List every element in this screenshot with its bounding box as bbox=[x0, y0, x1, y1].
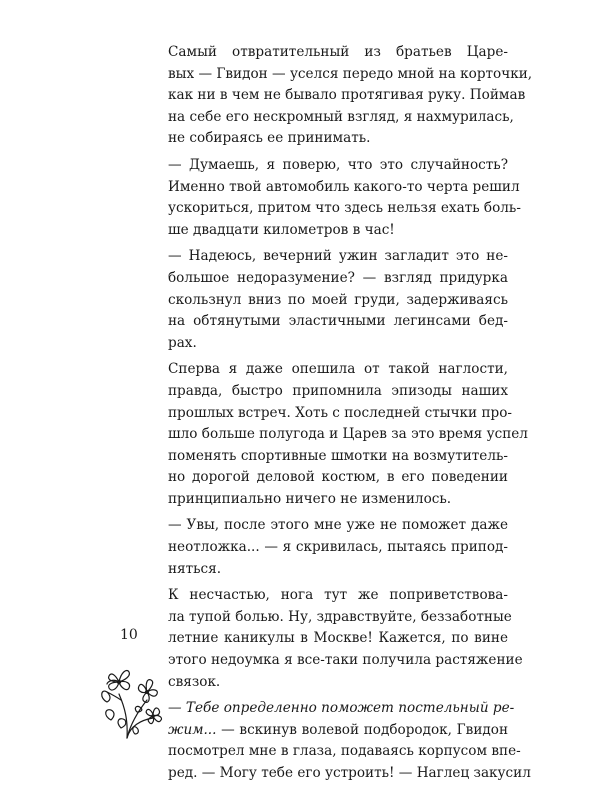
text-line: летние каникулы в Москве! Кажется, по вине bbox=[168, 630, 508, 647]
italic-speech: — Тебе определенно поможет постельный ре- bbox=[168, 700, 515, 717]
text-line: этого недоумка я все-таки получила растяжение bbox=[168, 652, 523, 669]
text-line bbox=[150, 698, 515, 720]
page-text bbox=[150, 42, 533, 790]
paragraph bbox=[150, 515, 508, 580]
text-line: поменять спортивные шмотки на возмутитель- bbox=[168, 447, 508, 464]
text-line: принципиально ничего не изменилось. bbox=[168, 490, 452, 507]
text-line: — Надеюсь, вечерний ужин загладит это не- bbox=[168, 248, 508, 265]
text-line: скользнул вниз по моей груди, задерживаясь bbox=[168, 291, 508, 308]
paragraph bbox=[150, 246, 508, 354]
text-line: няться. bbox=[168, 560, 222, 577]
text-line: как ни в чем не бывало протягивая руку. Поймав bbox=[168, 87, 526, 104]
text-line: неотложка... — я скривилась, пытаясь припод- bbox=[168, 539, 508, 556]
text-line: прошлых встреч. Хоть с последней стычки про- bbox=[168, 404, 512, 421]
text-line: К несчастью, нога тут же поприветствова- bbox=[168, 587, 508, 604]
text-line: не собираясь ее принимать. bbox=[168, 130, 371, 147]
text-line: связок. bbox=[168, 673, 221, 690]
paragraph bbox=[150, 359, 528, 510]
italic-speech: жим... bbox=[168, 721, 217, 738]
text-line: — Думаешь, я поверю, что это случайность? bbox=[168, 156, 508, 173]
text-line: ред. — Могу тебе его устроить! — Наглец закусил bbox=[168, 765, 531, 781]
text-line: ше двадцати километров в час! bbox=[168, 221, 395, 238]
text-line: шло больше полугода и Царев за это время успел bbox=[168, 426, 528, 443]
text-line: рах. bbox=[168, 334, 197, 351]
text-line: Самый отвратительный из братьев Царе- bbox=[168, 44, 508, 60]
text-line: ускориться, притом что здесь нельзя ехать боль- bbox=[168, 200, 521, 217]
text-line: Именно твой автомобиль какого-то черта решил bbox=[168, 178, 520, 195]
text-line: посмотрел мне в глаза, подаваясь корпусом впе- bbox=[168, 743, 521, 760]
text-line: вых — Гвидон — уселся передо мной на корточки, bbox=[168, 65, 533, 82]
text-line bbox=[150, 720, 508, 742]
text-line: на себе его нескромный взгляд, я нахмурилась, bbox=[168, 108, 514, 125]
text-line: на обтянутыми эластичными легинсами бед- bbox=[168, 313, 508, 330]
paragraph bbox=[150, 585, 523, 693]
paragraph bbox=[150, 155, 521, 241]
paragraph-last bbox=[150, 698, 531, 784]
text-line: ла тупой болью. Ну, здравствуйте, беззаботные bbox=[168, 608, 512, 625]
narration: — вскинув волевой подбородок, Гвидон bbox=[216, 721, 508, 738]
page-number: 10 bbox=[120, 627, 138, 643]
text-line: Сперва я даже опешила от такой наглости, bbox=[168, 361, 508, 378]
text-line: большое недоразумение? — взгляд придурка bbox=[168, 269, 508, 286]
text-line: правда, быстро припомнила эпизоды наших bbox=[168, 382, 508, 399]
text-line: но дорогой деловой костюм, в его поведении bbox=[168, 469, 508, 486]
paragraph bbox=[150, 42, 533, 150]
flower-ornament-icon bbox=[97, 650, 167, 740]
text-line: — Увы, после этого мне уже не поможет даже bbox=[168, 517, 508, 534]
